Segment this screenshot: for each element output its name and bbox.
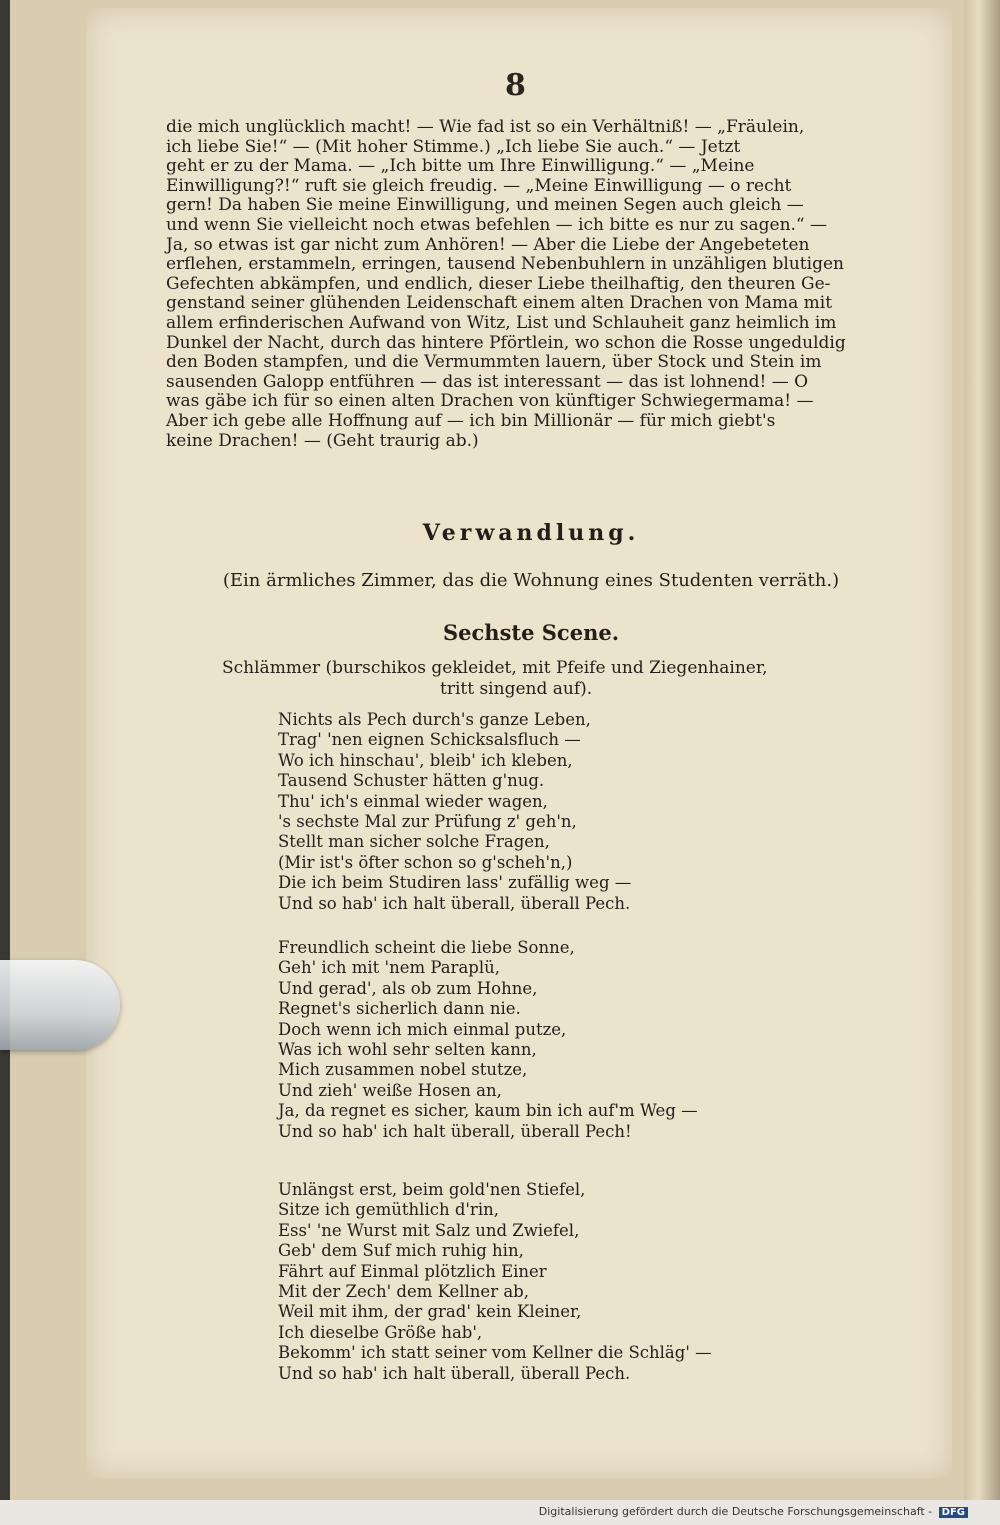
verse-line: Sitze ich gemüthlich d'rin, <box>278 1200 499 1220</box>
prose-line: die mich unglücklich macht! — Wie fad ist so ein Verhältniß! — „Fräulein, <box>166 117 805 137</box>
page-number: 8 <box>505 68 526 103</box>
prose-line: keine Drachen! — (Geht traurig ab.) <box>166 430 479 451</box>
verse-line: Regnet's sicherlich dann nie. <box>278 999 521 1019</box>
verse-line: Was ich wohl sehr selten kann, <box>278 1040 537 1060</box>
verse-line: Unlängst erst, beim gold'nen Stiefel, <box>278 1180 586 1199</box>
verse-line: 's sechste Mal zur Prüfung z' geh'n, <box>278 812 577 832</box>
footer-text: Digitalisierung gefördert durch die Deutsche Forschungsgemeinschaft - <box>538 1505 933 1518</box>
verse-line: Und so hab' ich halt überall, überall Pech! <box>278 1121 632 1141</box>
character-line-continued: tritt singend auf). <box>440 679 593 699</box>
verse-line: Ess' 'ne Wurst mit Salz und Zwiefel, <box>278 1220 580 1240</box>
verse-line: Fährt auf Einmal plötzlich Einer <box>278 1261 547 1281</box>
scene-title: Sechste Scene. <box>442 620 620 645</box>
prose-line: gern! Da haben Sie meine Einwilligung, und meinen Segen auch gleich — <box>166 195 804 216</box>
verse-line: Trag' 'nen eignen Schicksalsfluch — <box>278 730 581 750</box>
prose-line: genstand seiner glühenden Leidenschaft einem alten Drachen von Mama mit <box>166 293 833 314</box>
verse-line: Geh' ich mit 'nem Paraplü, <box>278 958 500 978</box>
verse-line: Und so hab' ich halt überall, überall Pech. <box>278 893 631 913</box>
prose-line: den Boden stampfen, und die Vermummten lauern, über Stock und Stein im <box>166 352 822 373</box>
prose-line: ich liebe Sie!“ — (Mit hoher Stimme.) „Ich liebe Sie auch.“ — Jetzt <box>166 136 741 157</box>
prose-line: allem erfinderischen Aufwand von Witz, List und Schlauheit ganz heimlich im <box>166 312 837 333</box>
verse-line: Bekomm' ich statt seiner vom Kellner die Schläg' — <box>278 1343 712 1363</box>
prose-line: Einwilligung?!“ ruft sie gleich freudig. — „Meine Einwilligung — o recht <box>166 175 792 196</box>
prose-line: geht er zu der Mama. — „Ich bitte um Ihre Einwilligung.“ — „Meine <box>166 156 755 177</box>
digitization-footer <box>539 1505 968 1518</box>
verse-line: Geb' dem Suf mich ruhig hin, <box>278 1241 524 1261</box>
prose-line: sausenden Galopp entführen — das ist interessant — das ist lohnend! — O <box>166 371 809 392</box>
verse-line: Weil mit ihm, der grad' kein Kleiner, <box>278 1302 582 1322</box>
verse-line: Nichts als Pech durch's ganze Leben, <box>278 710 591 729</box>
verse-line: Tausend Schuster hätten g'nug. <box>278 771 545 791</box>
verse-line: Ich dieselbe Größe hab', <box>278 1322 483 1342</box>
stage-direction: (Ein ärmliches Zimmer, das die Wohnung eines Studenten verräth.) <box>222 570 840 591</box>
prose-line: Gefechten abkämpfen, und endlich, dieser Liebe theilhaftig, den theuren Ge- <box>166 273 831 294</box>
verse-line: Wo ich hinschau', bleib' ich kleben, <box>278 750 573 770</box>
page-clip <box>0 960 120 1050</box>
prose-line: erflehen, erstammeln, erringen, tausend Nebenbuhlern in unzähligen blutigen <box>166 254 844 275</box>
prose-line: und wenn Sie vielleicht noch etwas befehlen — ich bitte es nur zu sagen.“ — <box>166 214 828 235</box>
verse-line: Stellt man sicher solche Fragen, <box>278 832 550 852</box>
character-line: Schlämmer (burschikos gekleidet, mit Pfeife und Ziegenhainer, <box>222 658 768 678</box>
prose-line: was gäbe ich für so einen alten Drachen von künftiger Schwiegermama! — <box>166 391 814 412</box>
verse-line: Ja, da regnet es sicher, kaum bin ich auf'm Weg — <box>278 1101 698 1121</box>
verse-line: Und so hab' ich halt überall, überall Pech. <box>278 1363 631 1383</box>
verse-line: Mich zusammen nobel stutze, <box>278 1060 528 1080</box>
verse-stanza-1 <box>278 710 631 914</box>
character-intro <box>222 658 862 700</box>
dfg-logo: DFG <box>939 1507 968 1518</box>
prose-line: Dunkel der Nacht, durch das hintere Pförtlein, wo schon die Rosse ungeduldig <box>166 332 846 353</box>
prose-block <box>166 118 896 451</box>
verse-line: Die ich beim Studiren lass' zufällig weg — <box>278 873 632 893</box>
verse-line: Mit der Zech' dem Kellner ab, <box>278 1282 529 1302</box>
verse-line: Freundlich scheint die liebe Sonne, <box>278 938 575 957</box>
verse-line: Und zieh' weiße Hosen an, <box>278 1080 502 1100</box>
scene-change-heading: Verwandlung. <box>422 520 640 546</box>
verse-line: Doch wenn ich mich einmal putze, <box>278 1019 567 1039</box>
verse-stanza-2 <box>278 938 698 1142</box>
prose-line: Ja, so etwas ist gar nicht zum Anhören! — Aber die Liebe der Angebeteten <box>166 234 810 255</box>
book-spine <box>964 0 1000 1500</box>
verse-stanza-3 <box>278 1180 712 1384</box>
prose-line: Aber ich gebe alle Hoffnung auf — ich bin Millionär — für mich giebt's <box>166 410 776 431</box>
verse-line: Thu' ich's einmal wieder wagen, <box>278 791 548 811</box>
verse-line: Und gerad', als ob zum Hohne, <box>278 978 538 998</box>
verse-line: (Mir ist's öfter schon so g'scheh'n,) <box>278 852 573 872</box>
